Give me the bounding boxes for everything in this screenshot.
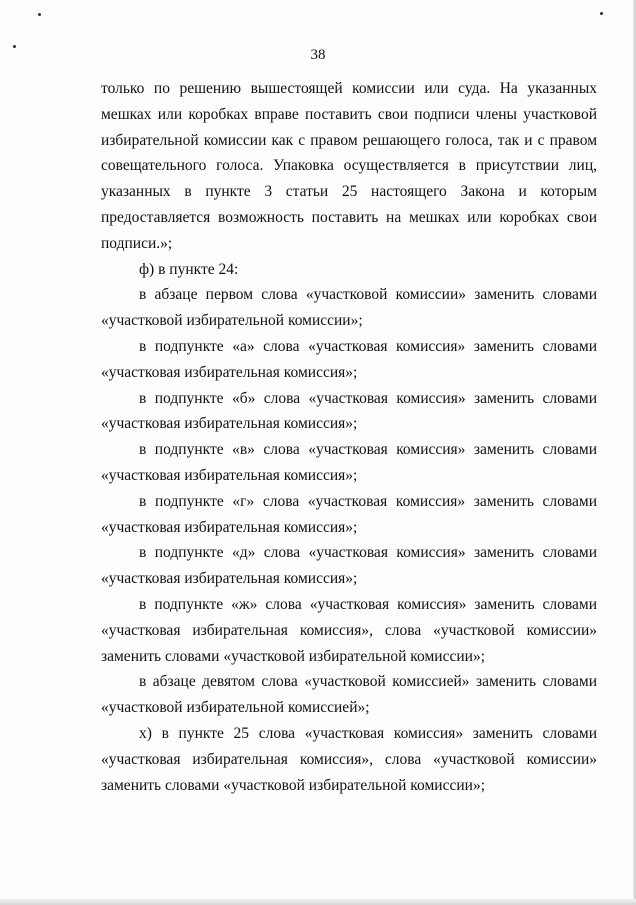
paragraph-first-abzac: в абзаце первом слова «участковой комиссии» заменить словами «участковой избирательной комиссии»; [101, 286, 597, 330]
paragraph-continuation: только по решению вышестоящей комиссии или суда. На указанных мешках или коробках вправе поставить свои подписи члены участковой избирательной комиссии как с правом решающего голоса, так и с правом совещательного голоса. Упаковка осуществляется в присутствии лиц, указанных в пункте 3 статьи 25 настоящего Закона и которым предоставляется возможность поставить на мешках или коробках свои подписи.»; [101, 80, 597, 252]
paragraph-subitem-b: в подпункте «б» слова «участковая комиссия» заменить словами «участковая избирательная комиссия»; [101, 389, 597, 433]
scan-speck [600, 12, 603, 15]
paragraph-item-h: х) в пункте 25 слова «участковая комиссия» заменить словами «участковая избирательная комиссия», слова «участковой комиссии» заменить словами «участковой избирательной комиссии»; [101, 724, 597, 794]
paragraph-subitem-v: в подпункте «в» слова «участковая комиссия» заменить словами «участковая избирательная комиссия»; [101, 441, 597, 484]
scan-edge-bottom [0, 899, 636, 905]
paragraph-ninth-abzac: в абзаце девятом слова «участковой комиссией» заменить словами «участковой избирательной комиссией»; [101, 673, 597, 717]
paragraph-subitem-g: в подпункте «г» слова «участковая комиссия» заменить словами «участковая избирательная комиссия»; [101, 492, 597, 536]
scan-speck [38, 13, 41, 16]
paragraph-item-f: ф) в пункте 24: [139, 260, 239, 278]
paragraph-subitem-a: в подпункте «а» слова «участковая комиссия» заменить словами «участковая избирательная комиссия»; [101, 337, 597, 381]
page-number: 38 [310, 47, 326, 63]
document-body [101, 76, 597, 798]
paragraph-subitem-zh: в подпункте «ж» слова «участковая комиссия» заменить словами «участковая избирательная комиссия», слова «участковой комиссии» заменить словами «участковой избирательной комиссии»; [101, 595, 597, 665]
paragraph-subitem-d: в подпункте «д» слова «участковая комиссия» заменить словами «участковая избирательная комиссия»; [101, 544, 597, 588]
